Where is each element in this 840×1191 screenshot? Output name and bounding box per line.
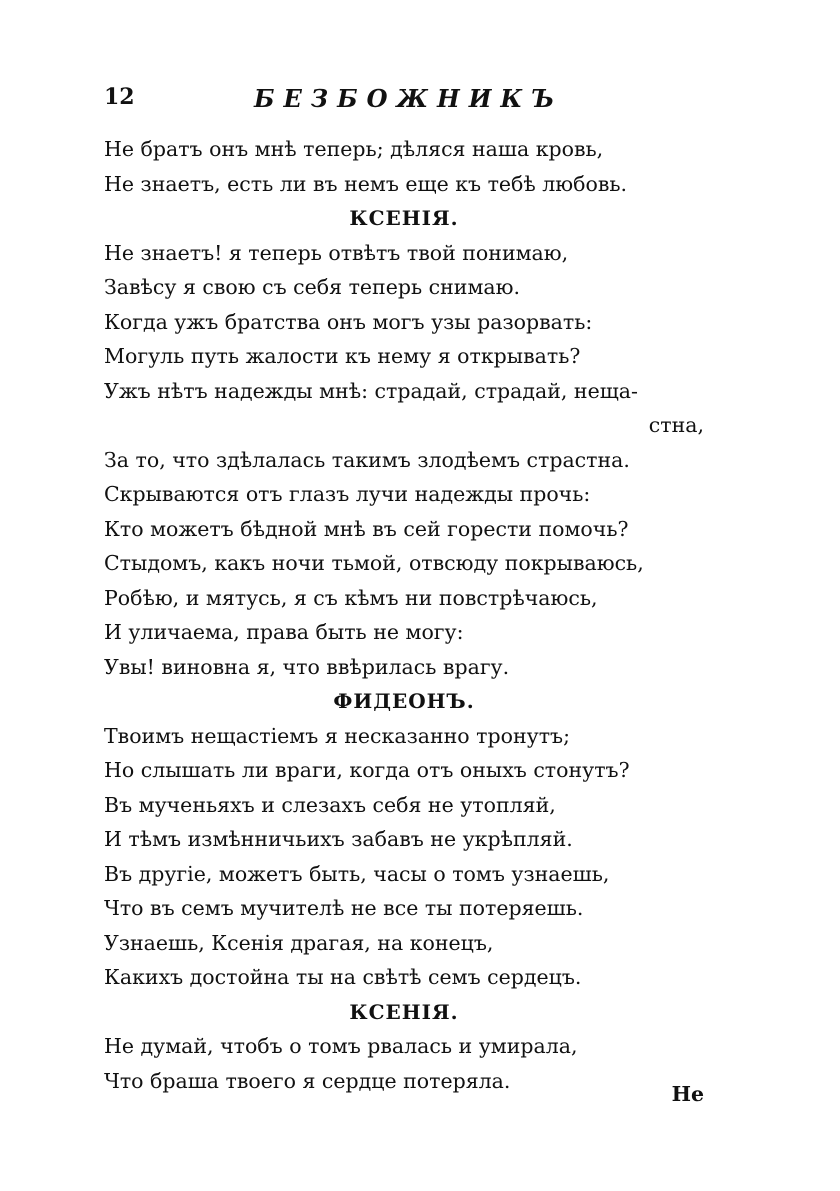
verse-line: Не знаетъ! я теперь отвѣтъ твой понимаю, (104, 240, 569, 265)
verse-line: Робѣю, и мятусь, я съ кѣмъ ни повстрѣчаюсь, (104, 585, 598, 610)
verse-line: Твоимъ нещастіемъ я несказанно тронутъ; (104, 723, 570, 748)
verse-line: Ужъ нѣтъ надежды мнѣ: страдай, страдай, неща- (104, 378, 638, 403)
verse-line: Скрываются отъ глазъ лучи надежды прочь: (104, 482, 591, 506)
verse-line: Увы! виновна я, что ввѣрилась врагу. (104, 654, 510, 679)
verse-line: Когда ужъ братства онъ могъ узы разорвать: (104, 309, 593, 334)
verse-line: Но слышать ли враги, когда отъ оныхъ стонутъ? (104, 758, 630, 782)
verse-line: Узнаешь, Ксенія драгая, на конецъ, (104, 930, 494, 955)
verse-line: Въ другіе, можетъ быть, часы о томъ узнаешь, (104, 861, 610, 886)
verse-text-block (104, 132, 704, 1098)
verse-line: Кто можетъ бѣдной мнѣ въ сей горести помочь? (104, 516, 629, 541)
catchword: Не (671, 1082, 704, 1106)
lines-container (104, 132, 704, 1098)
verse-line: Не знаетъ, есть ли въ немъ еще къ тебѣ любовь. (104, 171, 628, 196)
verse-line: Не думай, чтобъ о томъ рвалась и умирала, (104, 1034, 578, 1058)
speaker-name: КСЕНІЯ. (349, 206, 459, 230)
speaker-name: КСЕНІЯ. (349, 999, 459, 1024)
running-head (104, 84, 704, 120)
verse-line: И тѣмъ измѣнничьихъ забавъ не укрѣпляй. (104, 827, 573, 851)
verse-line: За то, что здѣлалась такимъ злодѣемъ страстна. (104, 447, 630, 472)
speaker-name: ФИДЕОНЪ. (333, 689, 475, 713)
verse-line: Завѣсу я свою съ себя теперь снимаю. (104, 275, 520, 299)
verse-line: Что браша твоего я сердце потеряла. (104, 1068, 511, 1093)
verse-line: Могуль путь жалости къ нему я открывать? (104, 344, 581, 368)
verse-line: Какихъ достойна ты на свѣтѣ семъ сердецъ. (104, 965, 582, 989)
verse-line: Не братъ онъ мнѣ теперь; дѣляся наша кровь, (104, 137, 604, 161)
page-number: 12 (104, 84, 135, 110)
running-title: БЕЗБОЖНИКЪ (254, 84, 564, 113)
verse-line: Стыдомъ, какъ ночи тьмой, отвсюду покрываюсь, (104, 551, 644, 575)
verse-line-continuation: стна, (648, 413, 704, 437)
verse-line: И уличаема, права быть не могу: (104, 620, 464, 644)
verse-line: Что въ семъ мучителѣ не все ты потеряешь. (104, 896, 584, 920)
verse-line: Въ мученьяхъ и слезахъ себя не утопляй, (104, 792, 556, 817)
